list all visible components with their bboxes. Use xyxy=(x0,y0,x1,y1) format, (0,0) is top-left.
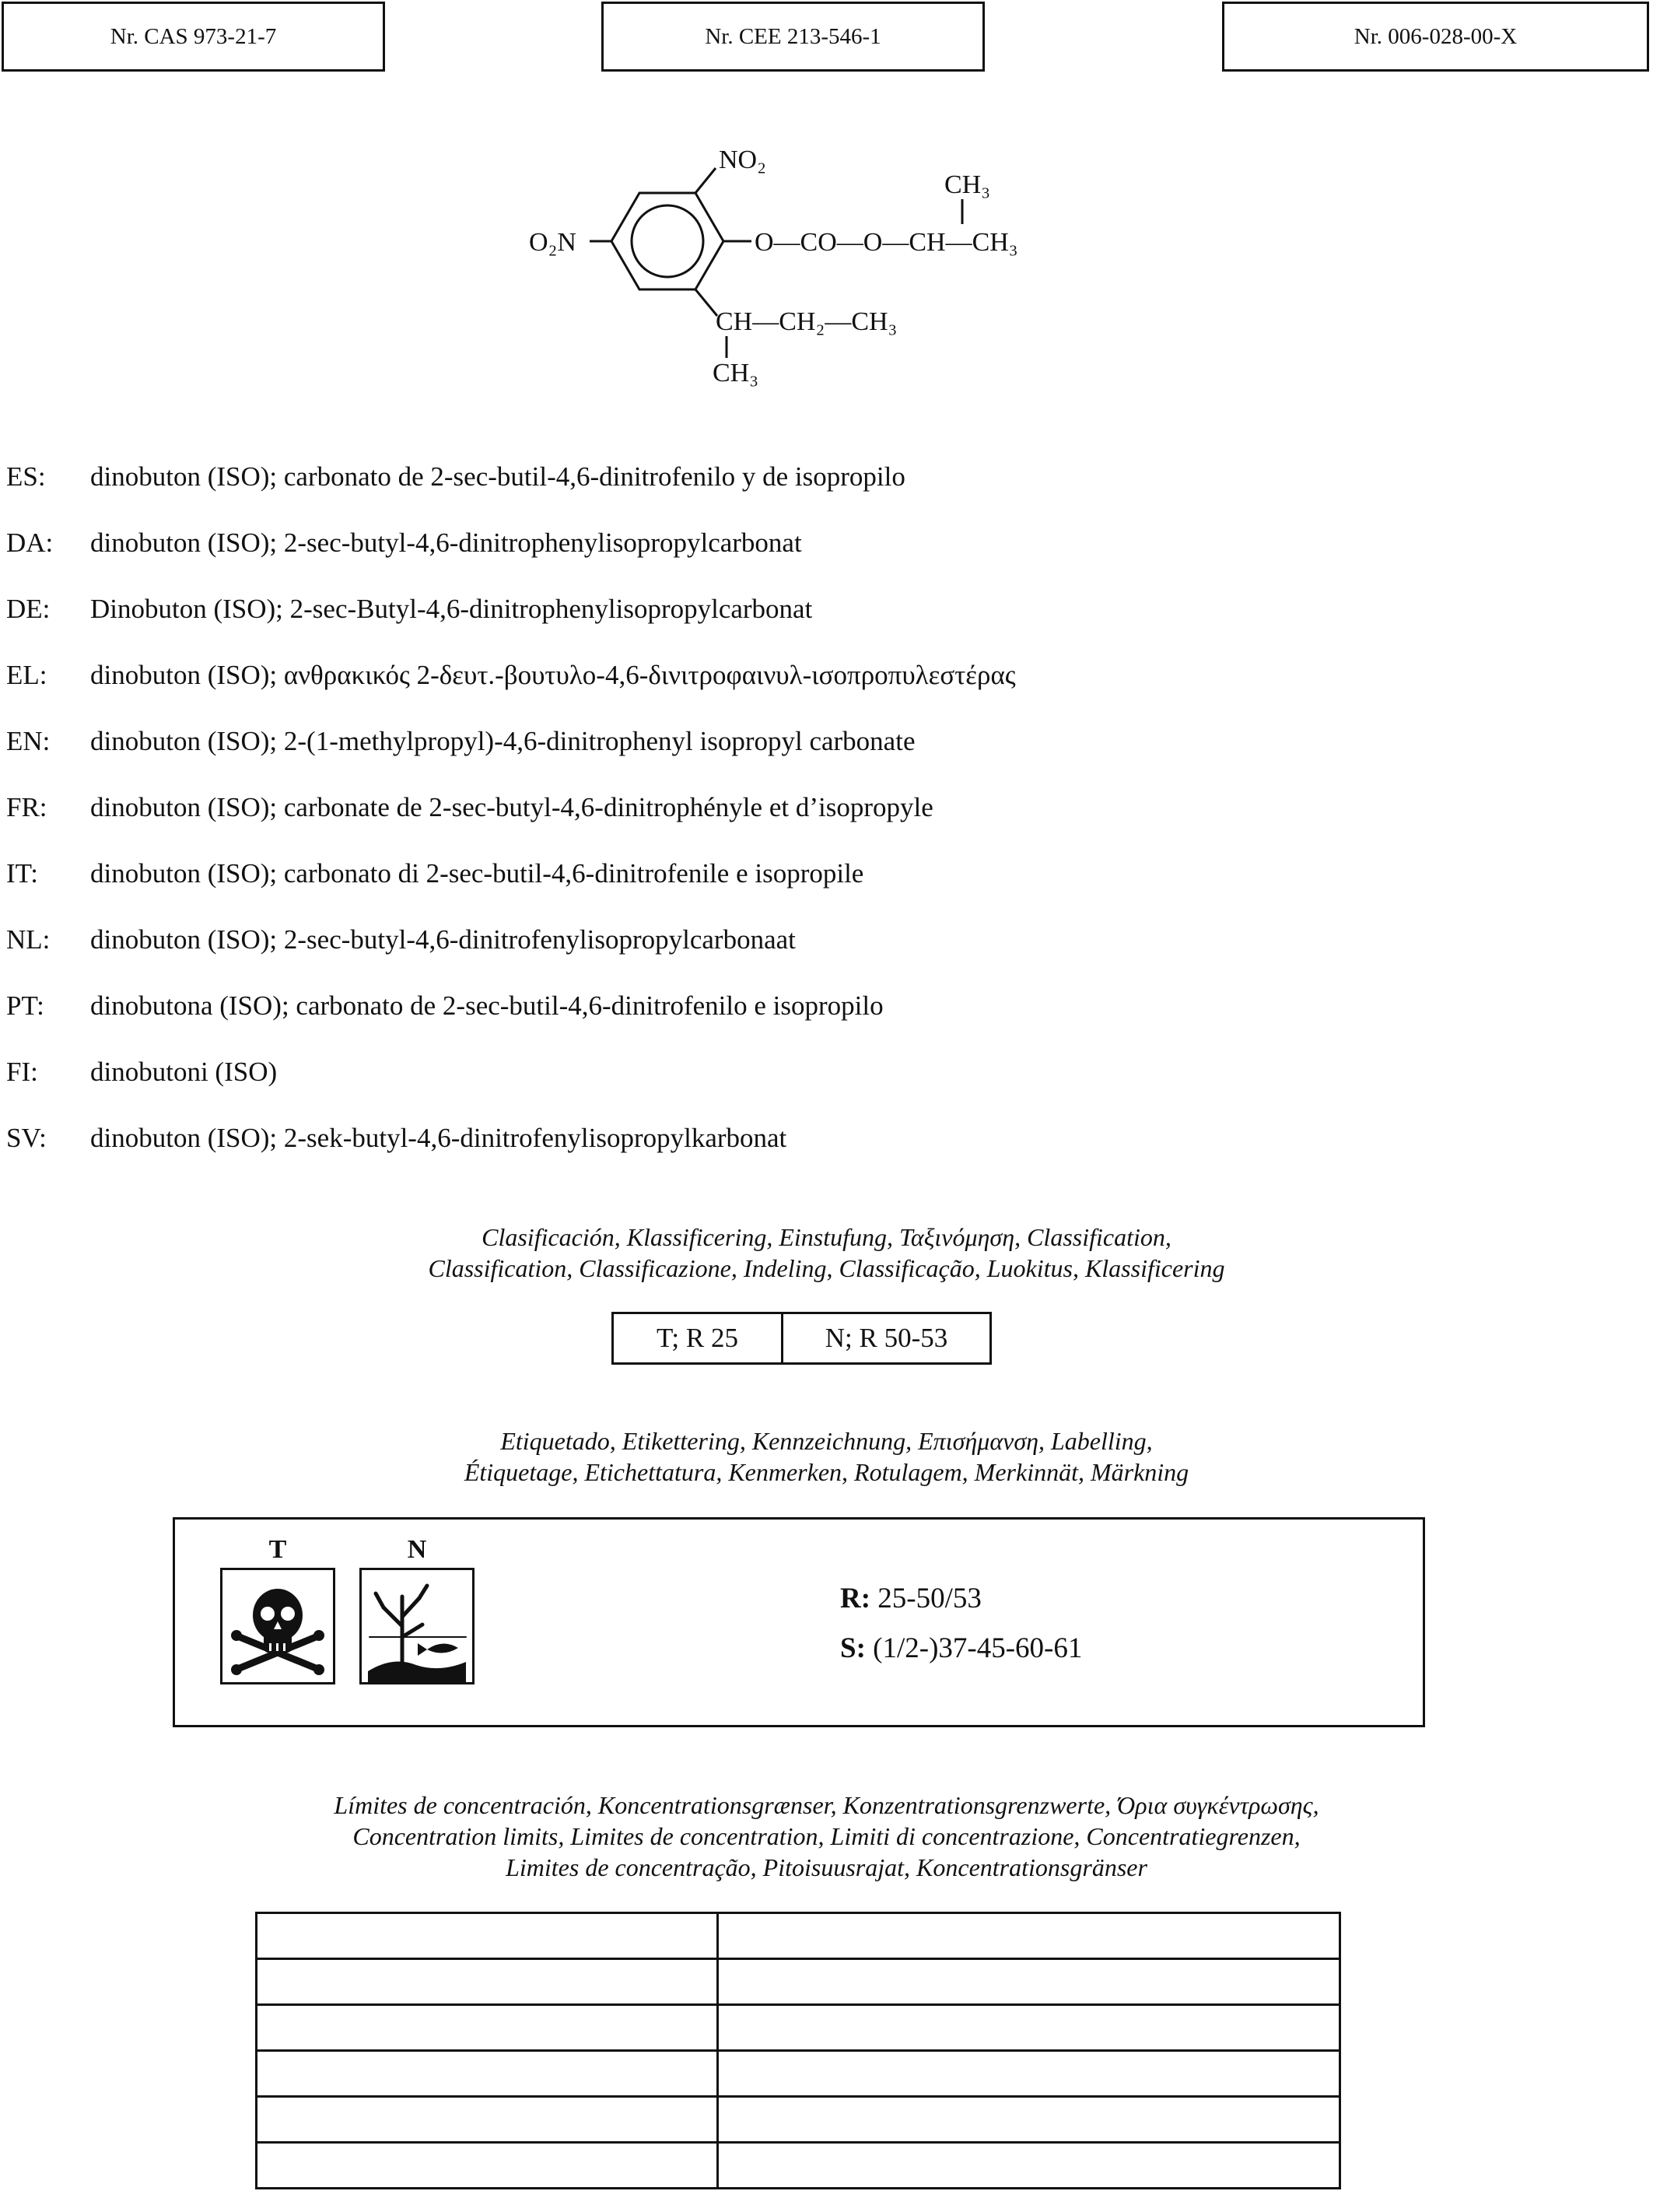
substance-name: dinobuton (ISO); 2-sec-butyl-4,6-dinitrofenylisopropylcarbonaat xyxy=(90,924,796,955)
table-cell xyxy=(257,1913,718,1959)
risk-safety-phrases xyxy=(840,1574,1082,1674)
carbonate-chain: O—CO—O—CH—CH₃ xyxy=(755,228,1018,257)
table-cell xyxy=(718,2051,1340,2097)
language-code: SV: xyxy=(6,1122,47,1153)
language-code: FR: xyxy=(6,791,47,822)
methyl-lower: CH₃ xyxy=(713,359,759,387)
caption-line: Etiquetado, Etikettering, Kennzeichnung, Επισήμανση, Labelling, xyxy=(500,1427,1153,1455)
cee-number-box xyxy=(601,2,985,72)
index-number-box xyxy=(1222,2,1649,72)
table-cell xyxy=(257,2097,718,2143)
table-row xyxy=(257,1913,1340,1959)
classification-cell-environment: N; R 50-53 xyxy=(825,1323,948,1353)
s-prefix: S: xyxy=(840,1632,866,1664)
list-item xyxy=(6,973,1329,1039)
classification-cell-toxic: T; R 25 xyxy=(614,1314,783,1362)
table-row xyxy=(257,1959,1340,2005)
chemical-structure xyxy=(498,140,1120,405)
r-phrase-line xyxy=(840,1574,1082,1624)
concentration-limits-table xyxy=(255,1912,1341,2189)
language-code: IT: xyxy=(6,857,39,889)
cas-number: Nr. CAS 973-21-7 xyxy=(110,23,277,49)
concentration-caption xyxy=(0,1790,1653,1883)
r-prefix: R: xyxy=(840,1583,871,1614)
sec-butyl-chain: CH—CH₂—CH₃ xyxy=(716,307,898,336)
labelling-box xyxy=(173,1517,1425,1727)
table-row xyxy=(257,2051,1340,2097)
caption-line: Concentration limits, Limites de concentration, Limiti di concentrazione, Concentratiegrenzen, xyxy=(352,1822,1301,1850)
substance-name: dinobutoni (ISO) xyxy=(90,1056,278,1087)
table-cell xyxy=(257,1959,718,2005)
language-code: EL: xyxy=(6,659,47,690)
caption-line: Étiquetage, Etichettatura, Kenmerken, Rotulagem, Merkinnät, Märkning xyxy=(464,1458,1189,1486)
caption-line: Limites de concentração, Pitoisuusrajat, Koncentrationsgränser xyxy=(506,1853,1147,1881)
caption-line: Clasificación, Klassificering, Einstufung, Ταξινόμηση, Classification, xyxy=(482,1223,1171,1251)
classification-caption xyxy=(0,1222,1653,1284)
language-code: NL: xyxy=(6,924,51,955)
list-item xyxy=(6,576,1329,642)
table-cell xyxy=(718,2097,1340,2143)
list-item xyxy=(6,774,1329,840)
language-code: FI: xyxy=(6,1056,38,1087)
language-code: EN: xyxy=(6,725,51,756)
caption-line: Límites de concentración, Koncentrationsgrænser, Konzentrationsgrenzwerte, Όρια συγκέντρωσης, xyxy=(334,1791,1319,1819)
table-cell xyxy=(718,2005,1340,2051)
language-code: DE: xyxy=(6,593,51,624)
list-item xyxy=(6,510,1329,576)
language-code: DA: xyxy=(6,527,54,558)
caption-line: Classification, Classificazione, Indeling, Classificação, Luokitus, Klassificering xyxy=(428,1254,1225,1282)
list-item xyxy=(6,906,1329,973)
table-row xyxy=(257,2097,1340,2143)
substance-name: dinobuton (ISO); carbonato de 2-sec-butil-4,6-dinitrofenilo y de isopropilo xyxy=(90,461,905,492)
index-number: Nr. 006-028-00-X xyxy=(1354,23,1518,49)
methyl-upper: CH₃ xyxy=(944,170,991,199)
list-item xyxy=(6,443,1329,510)
table-cell xyxy=(718,1959,1340,2005)
language-code: PT: xyxy=(6,990,44,1021)
substance-name: dinobuton (ISO); 2-sek-butyl-4,6-dinitrofenylisopropylkarbonat xyxy=(90,1122,787,1153)
r-phrases: 25-50/53 xyxy=(877,1583,982,1614)
table-cell xyxy=(718,2143,1340,2189)
substance-name: dinobuton (ISO); carbonate de 2-sec-butyl-4,6-dinitrophényle et d’isopropyle xyxy=(90,791,933,822)
table-row xyxy=(257,2143,1340,2189)
substance-name: Dinobuton (ISO); 2-sec-Butyl-4,6-dinitrophenylisopropylcarbonat xyxy=(90,593,813,624)
table-cell xyxy=(257,2005,718,2051)
substance-name: dinobuton (ISO); carbonato di 2-sec-butil-4,6-dinitrofenile e isopropile xyxy=(90,857,864,889)
list-item xyxy=(6,642,1329,708)
cee-number: Nr. CEE 213-546-1 xyxy=(705,23,881,49)
list-item xyxy=(6,1105,1329,1171)
classification-table xyxy=(611,1312,992,1365)
labelling-caption xyxy=(0,1425,1653,1488)
nitro-group-left: O₂N xyxy=(529,228,576,257)
list-item xyxy=(6,1039,1329,1105)
cas-number-box xyxy=(2,2,385,72)
table-cell xyxy=(257,2143,718,2189)
s-phrase-line xyxy=(840,1624,1082,1674)
symbol-letter-n: N xyxy=(407,1535,427,1564)
symbol-letter-t: T xyxy=(268,1535,287,1564)
table-cell xyxy=(257,2051,718,2097)
names-list xyxy=(6,443,1329,1171)
table-row xyxy=(257,2005,1340,2051)
substance-name: dinobuton (ISO); ανθρακικός 2-δευτ.-βουτυλο-4,6-δινιτροφαινυλ-ισοπροπυλεστέρας xyxy=(90,659,1016,690)
substance-name: dinobutona (ISO); carbonato de 2-sec-butil-4,6-dinitrofenilo e isopropilo xyxy=(90,990,884,1021)
substance-name: dinobuton (ISO); 2-(1-methylpropyl)-4,6-dinitrophenyl isopropyl carbonate xyxy=(90,725,916,756)
skull-crossbones-icon xyxy=(220,1568,335,1684)
s-phrases: (1/2-)37-45-60-61 xyxy=(873,1632,1083,1664)
language-code: ES: xyxy=(6,461,46,492)
table-cell xyxy=(718,1913,1340,1959)
dead-tree-fish-icon xyxy=(359,1568,475,1684)
list-item xyxy=(6,708,1329,774)
nitro-group-top: NO₂ xyxy=(719,145,766,174)
list-item xyxy=(6,840,1329,906)
substance-name: dinobuton (ISO); 2-sec-butyl-4,6-dinitrophenylisopropylcarbonat xyxy=(90,527,802,558)
